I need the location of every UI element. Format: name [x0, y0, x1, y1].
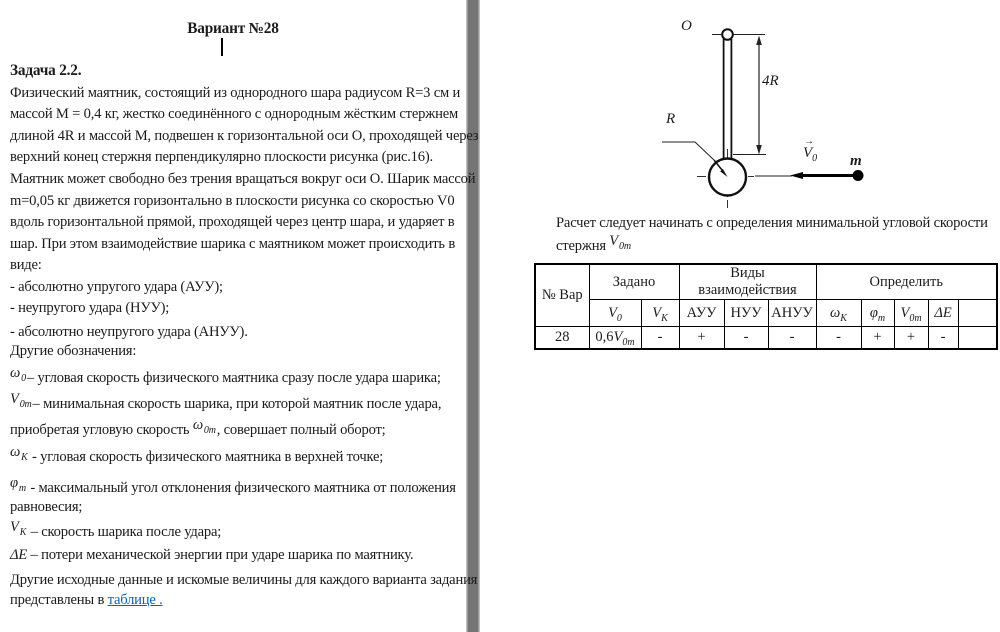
- text-run: – угловая скорость физического маятника сразу после удара шарика;: [26, 370, 441, 386]
- text-run: V: [900, 304, 910, 321]
- task-heading: [10, 60, 81, 82]
- text-line: [556, 212, 988, 234]
- text-run: Физический маятник, состоящий из однородного шара радиусом R=3 см и: [10, 85, 461, 101]
- text-run: Другие исходные данные и искомые величины для каждого варианта задания: [10, 572, 478, 588]
- text-run: - неупругого удара (НУУ);: [10, 300, 170, 316]
- dimension-label: 4R: [762, 73, 779, 89]
- text-run: -: [657, 328, 663, 345]
- col-v0: [589, 300, 641, 327]
- variants-table: [534, 263, 998, 350]
- text-line: [10, 446, 383, 468]
- text-line: [10, 276, 223, 298]
- text-run: 0m: [19, 398, 32, 410]
- text-run: K: [21, 451, 28, 463]
- text-run: -: [836, 328, 841, 345]
- text-line: [10, 103, 458, 125]
- text-run: φ: [869, 304, 878, 321]
- text-run: ΔE: [10, 547, 28, 563]
- mass-dot: [853, 170, 864, 181]
- text-line: [10, 82, 460, 104]
- text-run: Задано: [612, 273, 656, 290]
- text-run: приобретая угловую скорость: [10, 422, 193, 438]
- col-anuu: [768, 300, 816, 327]
- col-omega-k: [816, 300, 861, 327]
- text-run: -: [743, 328, 749, 345]
- text-line: [10, 569, 477, 591]
- text-run: Вариант №28: [187, 20, 279, 37]
- text-run: НУУ: [730, 304, 762, 321]
- col-nuu: [724, 300, 768, 327]
- text-run: 0: [21, 372, 26, 384]
- text-line: [10, 190, 454, 212]
- text-run: V: [609, 233, 619, 249]
- text-run: верхний конец стержня перпендикулярно плоскости рисунка (рис.16).: [10, 149, 433, 165]
- text-run: ΔE: [934, 304, 952, 321]
- pendulum-figure: [640, 10, 890, 220]
- doc-title: [0, 18, 466, 40]
- text-run: φ: [10, 475, 18, 491]
- group-interaction-types: [679, 264, 816, 300]
- text-line: [10, 496, 82, 518]
- text-run: Другие обозначения:: [10, 343, 137, 359]
- vector-arrow-icon: →: [804, 136, 814, 147]
- text-line: [10, 211, 454, 233]
- dimension-arrow-down: [756, 145, 762, 155]
- text-run: K: [840, 312, 847, 324]
- col-phi-m: [861, 300, 894, 327]
- text-run: V: [613, 328, 623, 345]
- table-row: [535, 327, 997, 349]
- cell-v0-value: [589, 327, 641, 349]
- text-run: +: [697, 328, 706, 345]
- text-run: ω: [10, 444, 21, 460]
- text-run: ω: [830, 304, 841, 321]
- text-run: m=0,05 кг движется горизонтально в плоскости рисунка со скоростью V0: [10, 193, 455, 209]
- table-cell: [679, 327, 724, 349]
- text-run: V: [10, 519, 19, 535]
- text-line: [10, 297, 169, 319]
- text-run: m: [18, 482, 26, 494]
- text-run: – потери механической энергии при ударе шарика по маятнику.: [27, 547, 414, 563]
- text-run: K: [661, 312, 668, 324]
- pendulum-drawing: [640, 10, 890, 220]
- text-run: виде:: [10, 257, 42, 273]
- text-run: Задача 2.2.: [10, 62, 82, 79]
- text-line: [10, 419, 386, 441]
- text-run: V: [608, 304, 617, 321]
- text-run: - угловая скорость физического маятника в верхней точке;: [28, 449, 384, 465]
- text-run: -: [789, 328, 795, 345]
- text-run: ω: [10, 365, 21, 381]
- text-line: [10, 125, 478, 147]
- text-run: V: [10, 391, 19, 407]
- text-line: [10, 254, 42, 276]
- text-line: [10, 146, 433, 168]
- cell-variant-number: [535, 327, 589, 349]
- page-divider: [466, 0, 480, 632]
- text-run: V: [652, 304, 662, 321]
- radius-label: R: [666, 111, 676, 127]
- text-run: Виды взаимодействия: [698, 265, 797, 298]
- radius-leader-line: [662, 142, 714, 160]
- text-run: m: [877, 312, 886, 324]
- text-run: – минимальная скорость шарика, при которой маятник после удара,: [32, 396, 442, 412]
- text-line: [10, 589, 163, 611]
- text-run: шар. При этом взаимодействие шарика с маятником может происходить в: [10, 236, 456, 252]
- table-cell: [816, 327, 861, 349]
- dimension-arrow-up: [756, 36, 762, 46]
- table-cell: [768, 327, 816, 349]
- velocity-label: → $V_0$: [803, 136, 818, 164]
- text-run: 28: [555, 328, 570, 345]
- text-run: представлены в: [10, 592, 108, 608]
- variants-data-table: [534, 263, 998, 350]
- text-run: - абсолютно неупругого удара (АНУУ).: [10, 324, 248, 340]
- text-line: [10, 521, 221, 543]
- text-run: Определить: [869, 273, 943, 290]
- group-given: [589, 264, 679, 300]
- text-run: , совершает полный оборот;: [216, 422, 386, 438]
- mass-label: m: [850, 153, 862, 169]
- col-auu: [679, 300, 724, 327]
- text-run: АНУУ: [771, 304, 813, 321]
- text-run: массой М = 0,4 кг, жестко соединённого с однородным жёстким стержнем: [10, 106, 459, 122]
- text-run: ω: [192, 417, 203, 433]
- text-run: +: [873, 328, 882, 345]
- text-run: – скорость шарика после удара;: [27, 524, 222, 540]
- text-line: [10, 393, 441, 415]
- text-cursor: [221, 38, 223, 56]
- text-line: [10, 367, 441, 389]
- pivot-circle: [722, 29, 733, 40]
- text-line: [556, 235, 632, 257]
- table-row: [535, 264, 997, 300]
- text-line: [10, 544, 413, 566]
- text-run: АУУ: [686, 304, 717, 321]
- table-cell: [724, 327, 768, 349]
- text-run: Расчет следует начинать с определения минимальной угловой скорости: [556, 215, 988, 231]
- text-run: № Вар: [541, 287, 583, 303]
- text-run: -: [940, 328, 946, 345]
- text-line: [10, 168, 475, 190]
- group-determine: [816, 264, 997, 300]
- hyperlink-table[interactable]: таблице .: [107, 592, 163, 608]
- table-row: [535, 300, 997, 327]
- text-run: - максимальный угол отклонения физического маятника от положения: [26, 480, 456, 496]
- text-run: длиной 4R и массой М, подвешен к горизонтальной оси О, проходящей через: [10, 128, 479, 144]
- text-run: K: [19, 526, 27, 538]
- table-cell: [641, 327, 679, 349]
- text-run: +: [906, 328, 916, 345]
- text-run: 0m: [619, 240, 631, 252]
- text-run: - абсолютно упругого удара (АУУ);: [10, 279, 223, 295]
- col-empty: [958, 300, 997, 327]
- text-run: вдоль горизонтальной прямой, проходящей через центр шара, и ударяет в: [10, 214, 455, 230]
- text-run: 0m: [622, 336, 635, 348]
- text-line: [10, 340, 136, 362]
- text-run: 0: [616, 312, 622, 324]
- text-line: [10, 233, 455, 255]
- table-cell: [958, 327, 997, 349]
- text-run: равновесия;: [10, 499, 83, 515]
- text-run: стержня: [556, 238, 610, 254]
- text-run: 0m: [203, 424, 216, 436]
- text-run: 0,6: [595, 328, 614, 345]
- text-run: Маятник может свободно без трения вращаться вокруг оси О. Шарик массой: [10, 171, 476, 187]
- table-cell: [894, 327, 928, 349]
- pivot-label: O: [681, 18, 692, 34]
- col-v0m: [894, 300, 928, 327]
- col-vk: [641, 300, 679, 327]
- text-run: 0m: [909, 312, 922, 324]
- table-cell: [861, 327, 894, 349]
- col-delta-e: [928, 300, 958, 327]
- col-variant-header: [535, 264, 589, 327]
- table-cell: [928, 327, 958, 349]
